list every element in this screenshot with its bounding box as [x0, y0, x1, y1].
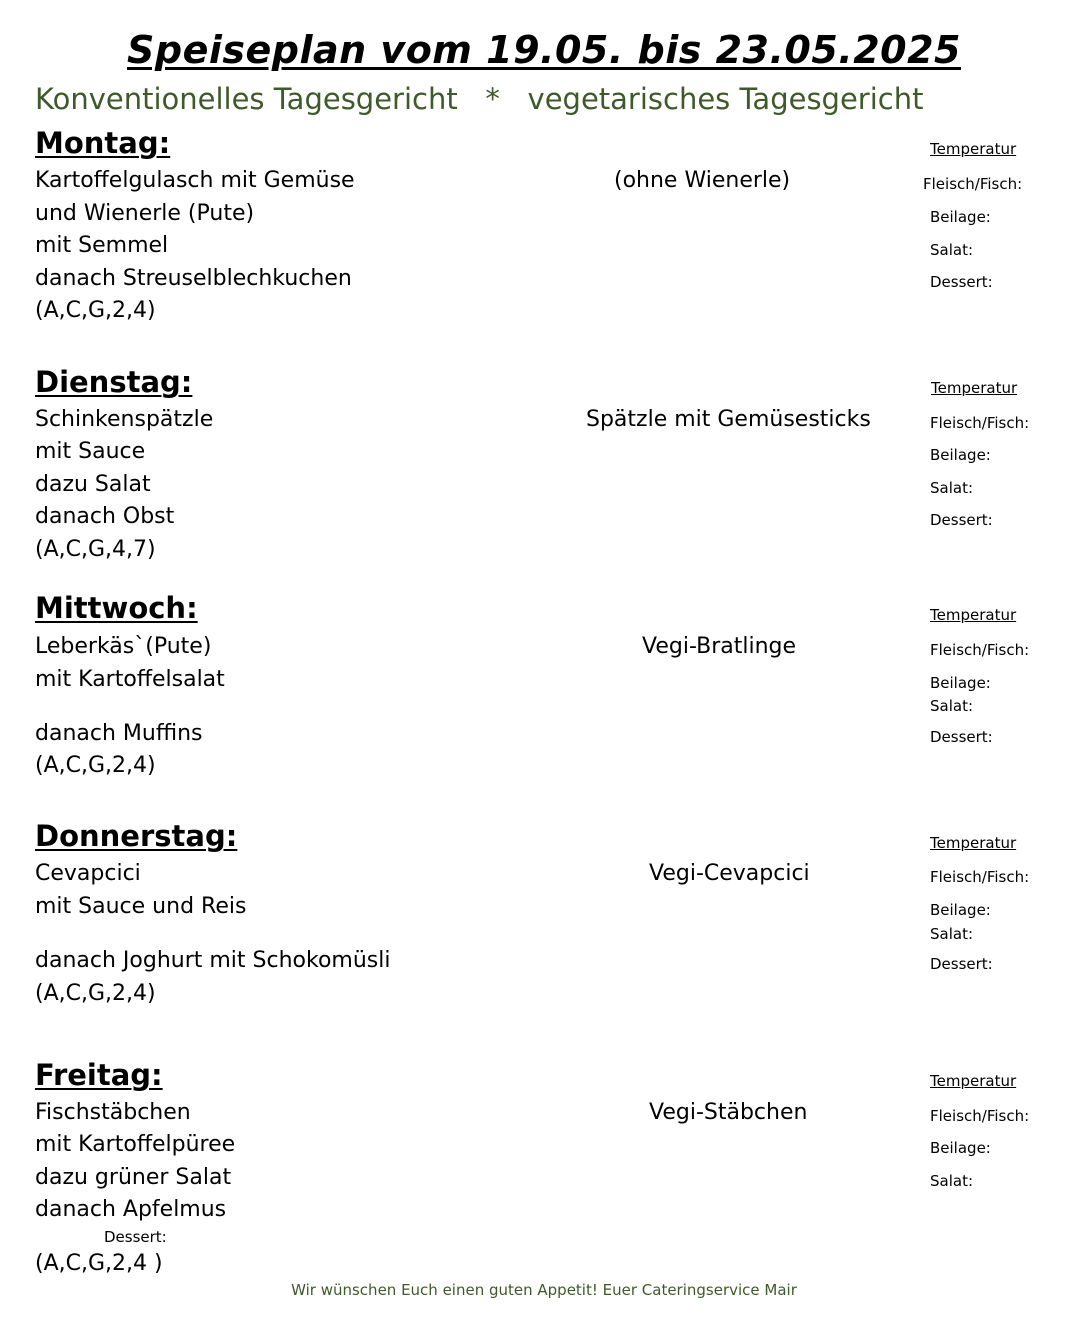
temperature-label: Temperatur — [931, 379, 1018, 397]
menu-line: dazu grüner Salat — [35, 1165, 232, 1190]
menu-line: und Wienerle (Pute) — [35, 201, 255, 226]
vegetarian-dish: Vegi-Bratlinge — [642, 634, 797, 659]
allergen-codes: (A,C,G,2,4) — [35, 753, 156, 778]
allergen-codes: (A,C,G,2,4) — [35, 298, 156, 323]
vegetarian-dish: Vegi-Cevapcici — [649, 861, 810, 886]
salat-label: Salat: — [930, 1172, 974, 1190]
vegetarian-dish: Vegi-Stäbchen — [649, 1100, 808, 1125]
salat-label: Salat: — [930, 241, 974, 259]
allergen-codes: (A,C,G,2,4 ) — [35, 1251, 163, 1276]
menu-line: danach Muffins — [35, 721, 203, 746]
salat-label: Salat: — [930, 697, 974, 715]
day-heading: Mittwoch: — [35, 591, 198, 625]
salat-label: Salat: — [930, 479, 974, 497]
fleisch-label: Fleisch/Fisch: — [930, 414, 1030, 432]
menu-line: Cevapcici — [35, 861, 141, 886]
beilage-label: Beilage: — [930, 446, 991, 464]
menu-line: danach Joghurt mit Schokomüsli — [35, 948, 391, 973]
temperature-label: Temperatur — [930, 834, 1017, 852]
menu-line: Fischstäbchen — [35, 1100, 191, 1125]
allergen-codes: (A,C,G,4,7) — [35, 537, 156, 562]
menu-line: mit Sauce — [35, 439, 146, 464]
menu-line: mit Kartoffelsalat — [35, 667, 225, 692]
beilage-label: Beilage: — [930, 674, 991, 692]
fleisch-label: Fleisch/Fisch: — [930, 641, 1030, 659]
menu-line: Kartoffelgulasch mit Gemüse — [35, 168, 355, 193]
beilage-label: Beilage: — [930, 901, 991, 919]
menu-line: danach Obst — [35, 504, 175, 529]
menu-line: mit Kartoffelpüree — [35, 1132, 236, 1157]
vegetarian-dish: Spätzle mit Gemüsesticks — [586, 407, 871, 432]
menu-line: danach Apfelmus — [35, 1197, 227, 1222]
temperature-label: Temperatur — [930, 1072, 1017, 1090]
dessert-label: Dessert: — [930, 728, 993, 746]
menu-line: dazu Salat — [35, 472, 151, 497]
menu-line: mit Semmel — [35, 233, 169, 258]
temperature-label: Temperatur — [930, 606, 1017, 624]
temperature-label: Temperatur — [930, 140, 1017, 158]
vegetarian-dish: (ohne Wienerle) — [614, 168, 791, 193]
allergen-codes: (A,C,G,2,4) — [35, 981, 156, 1006]
fleisch-label: Fleisch/Fisch: — [923, 175, 1023, 193]
dessert-label: Dessert: — [930, 955, 993, 973]
footer-greeting: Wir wünschen Euch einen guten Appetit! Euer Cateringservice Mair — [291, 1281, 797, 1299]
page-title: Speiseplan vom 19.05. bis 23.05.2025 — [127, 28, 961, 72]
subtitle: Konventionelles Tagesgericht * vegetarisches Tagesgericht — [35, 82, 924, 116]
menu-line: mit Sauce und Reis — [35, 894, 247, 919]
day-heading: Montag: — [35, 126, 171, 160]
beilage-label: Beilage: — [930, 208, 991, 226]
fleisch-label: Fleisch/Fisch: — [930, 868, 1030, 886]
menu-line: Schinkenspätzle — [35, 407, 214, 432]
menu-line: Leberkäs`(Pute) — [35, 634, 212, 659]
day-heading: Donnerstag: — [35, 819, 238, 853]
day-heading: Dienstag: — [35, 365, 193, 399]
day-heading: Freitag: — [35, 1058, 163, 1092]
dessert-label: Dessert: — [930, 273, 993, 291]
dessert-label: Dessert: — [930, 511, 993, 529]
dessert-label: Dessert: — [104, 1228, 167, 1246]
salat-label: Salat: — [930, 925, 974, 943]
menu-line: danach Streuselblechkuchen — [35, 266, 352, 291]
beilage-label: Beilage: — [930, 1139, 991, 1157]
fleisch-label: Fleisch/Fisch: — [930, 1107, 1030, 1125]
